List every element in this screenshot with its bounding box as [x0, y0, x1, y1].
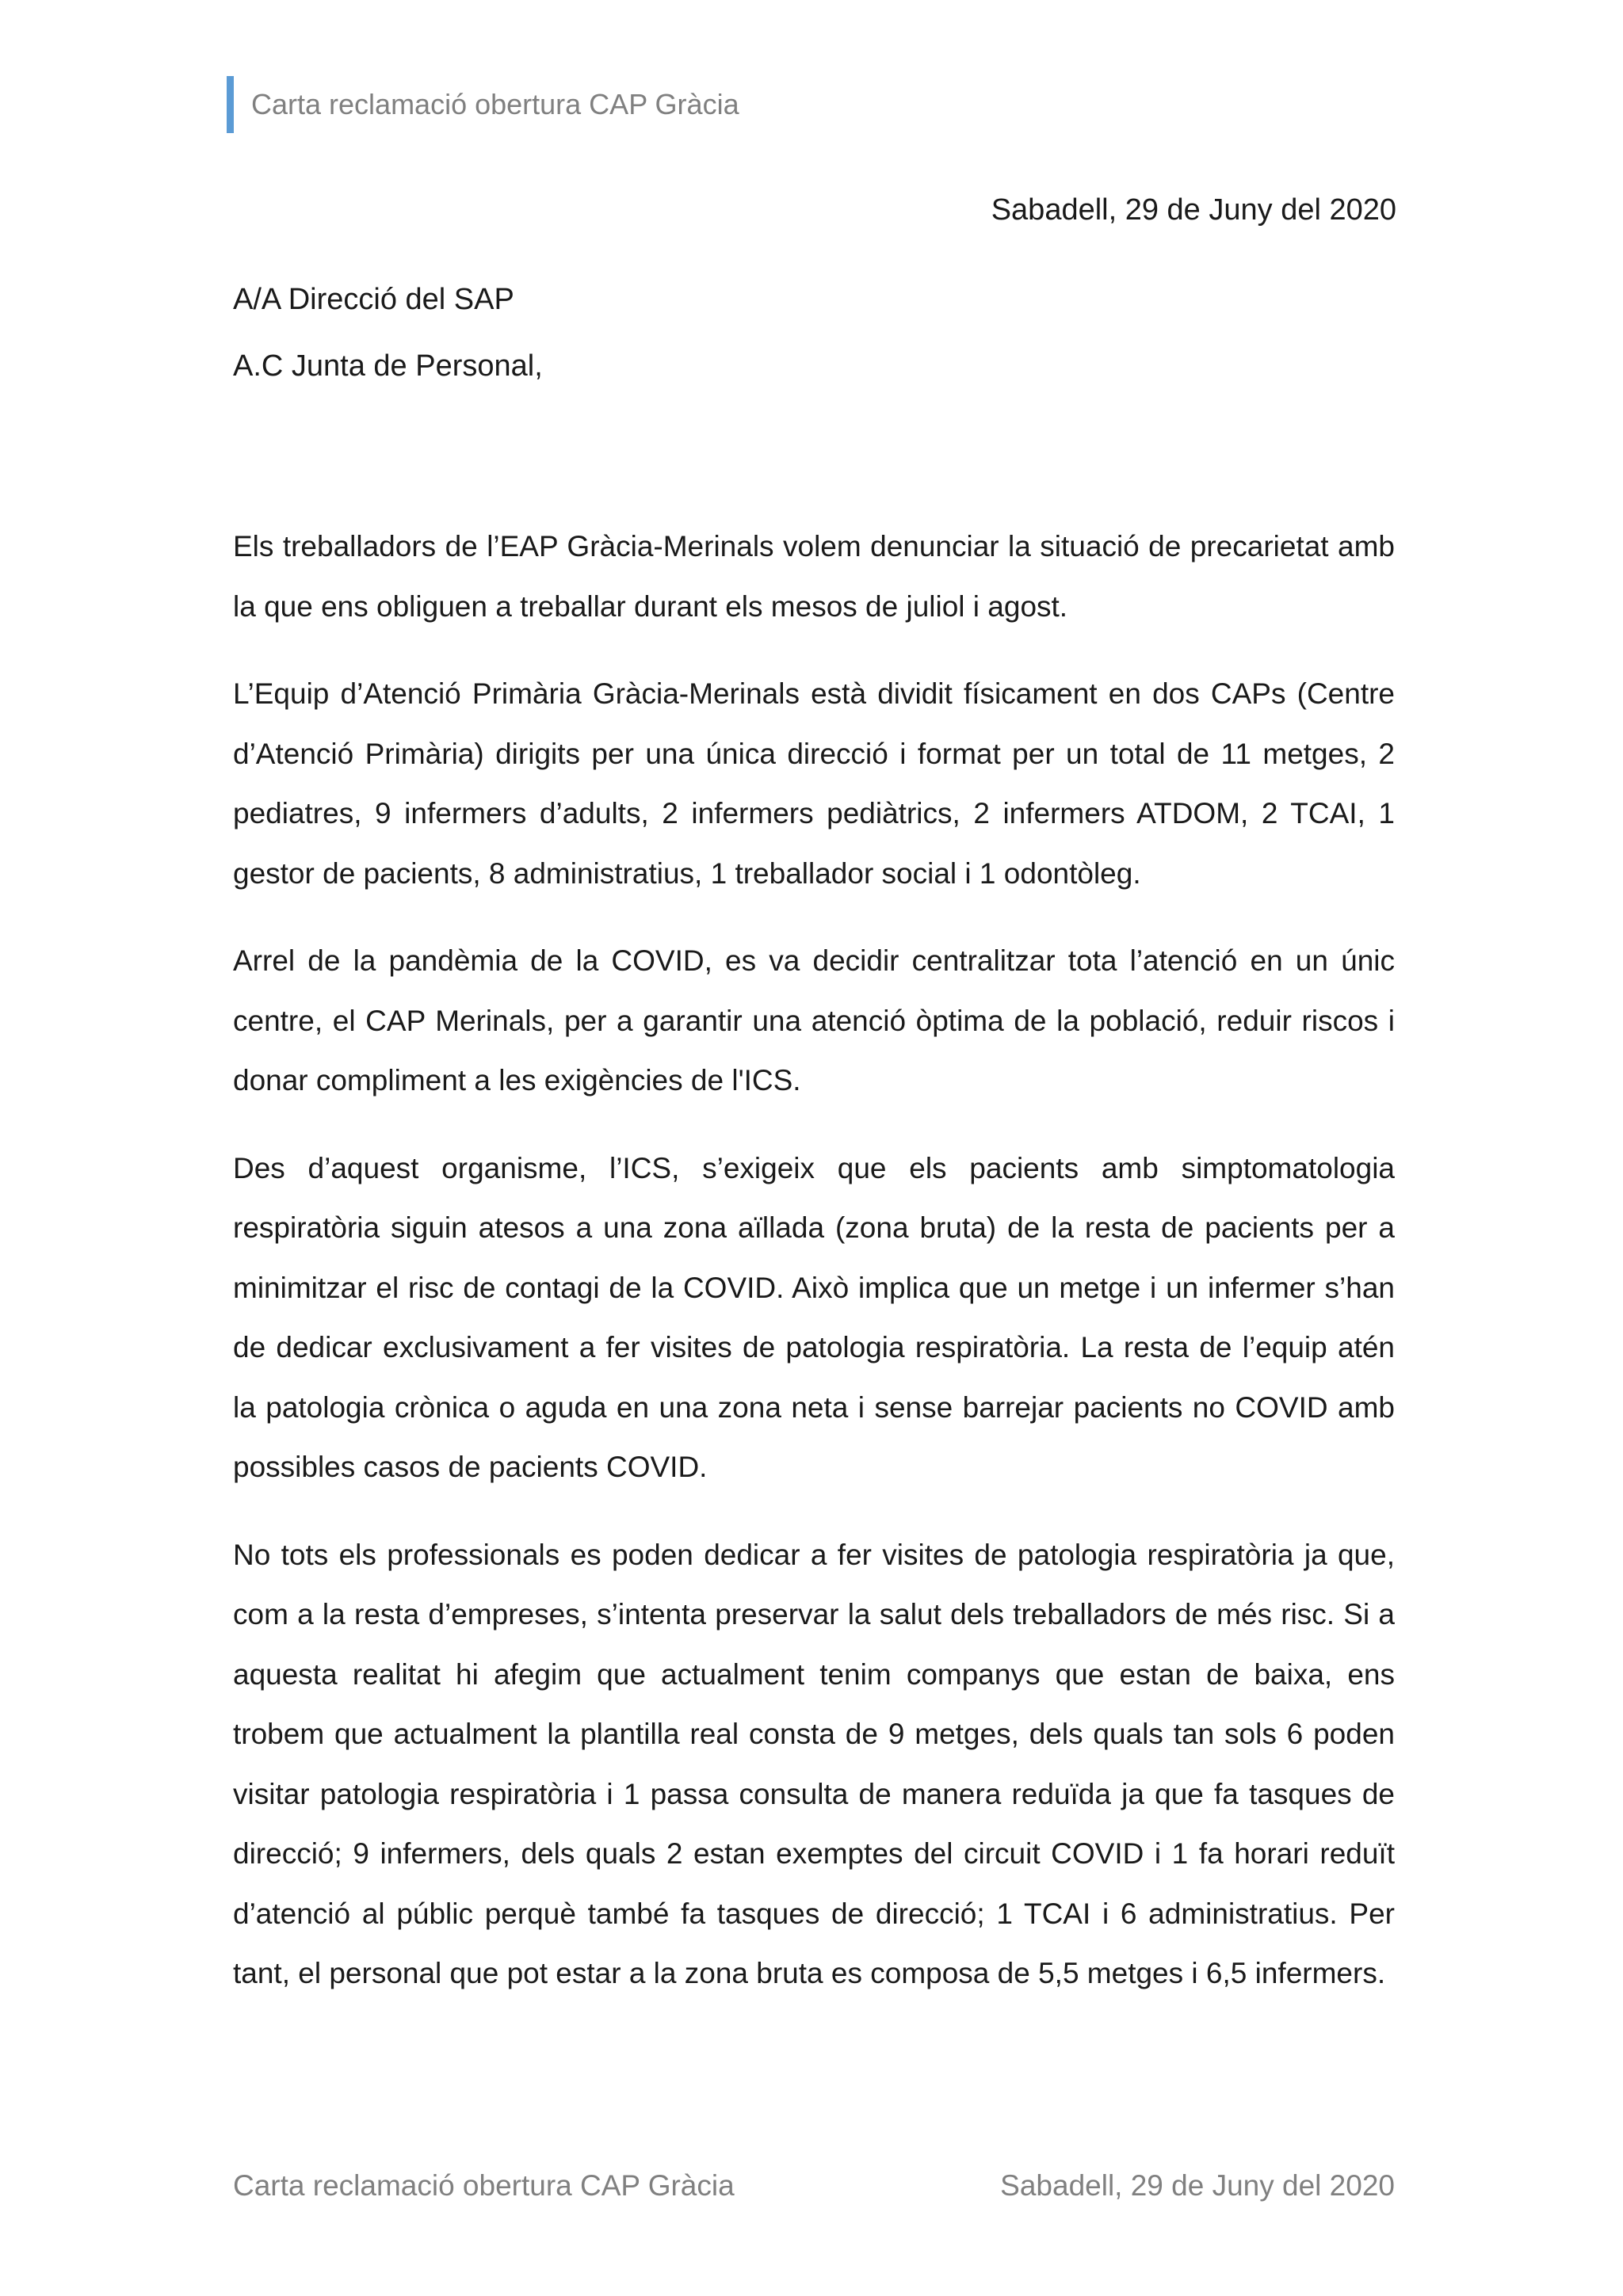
page-header	[227, 76, 739, 133]
recipient-line-1: A/A Direcció del SAP	[233, 283, 514, 316]
paragraph-3: Arrel de la pandèmia de la COVID, es va decidir centralitzar tota l’atenció en un únic centre, el CAP Merinals, per a garantir una atenció òptima de la població, reduir riscos i donar compliment a les exigències de l'ICS.	[233, 944, 1395, 1097]
footer-date: Sabadell, 29 de Juny del 2020	[1000, 2169, 1395, 2202]
paragraph-1: Els treballadors de l’EAP Gràcia-Merinals volem denunciar la situació de precarietat amb la que ens obliguen a treballar durant els mesos de juliol i agost.	[233, 530, 1395, 623]
letter-date: Sabadell, 29 de Juny del 2020	[991, 193, 1396, 227]
recipient-line-2: A.C Junta de Personal,	[233, 349, 543, 383]
header-title: Carta reclamació obertura CAP Gràcia	[251, 88, 739, 120]
footer-title: Carta reclamació obertura CAP Gràcia	[233, 2169, 735, 2202]
paragraph-4: Des d’aquest organisme, l’ICS, s’exigeix que els pacients amb simptomatologia respiratòria siguin atesos a una zona aïllada (zona bruta) de la resta de pacients per a minimitzar el risc de contagi de la COVID. Això implica que un metge i un infermer s’han de dedicar exclusivament a fer visites de patologia respiratòria. La resta de l’equip atén la patologia crònica o aguda en una zona neta i sense barrejar pacients no COVID amb possibles casos de pacients COVID.	[233, 1151, 1395, 1483]
page-footer	[233, 2169, 1395, 2203]
letter-body	[233, 517, 1395, 2031]
paragraph-2: L’Equip d’Atenció Primària Gràcia-Merinals està dividit físicament en dos CAPs (Centre d’Atenció Primària) dirigits per una única direcció i format per un total de 11 metges, 2 pediatres, 9 infermers d’adults, 2 infermers pediàtrics, 2 infermers ATDOM, 2 TCAI, 1 gestor de pacients, 8 administratius, 1 treballador social i 1 odontòleg.	[233, 677, 1395, 890]
paragraph-5: No tots els professionals es poden dedicar a fer visites de patologia respiratòria ja que, com a la resta d’empreses, s’intenta preservar la salut dels treballadors de més risc. Si a aquesta realitat hi afegim que actualment tenim companys que estan de baixa, ens trobem que actualment la plantilla real consta de 9 metges, dels quals tan sols 6 poden visitar patologia respiratòria i 1 passa consulta de manera reduïda ja que fa tasques de direcció; 9 infermers, dels quals 2 estan exemptes del circuit COVID i 1 fa horari reduït d’atenció al públic perquè també fa tasques de direcció; 1 TCAI i 6 administratius. Per tant, el personal que pot estar a la zona bruta es composa de 5,5 metges i 6,5 infermers.	[233, 1538, 1395, 1989]
